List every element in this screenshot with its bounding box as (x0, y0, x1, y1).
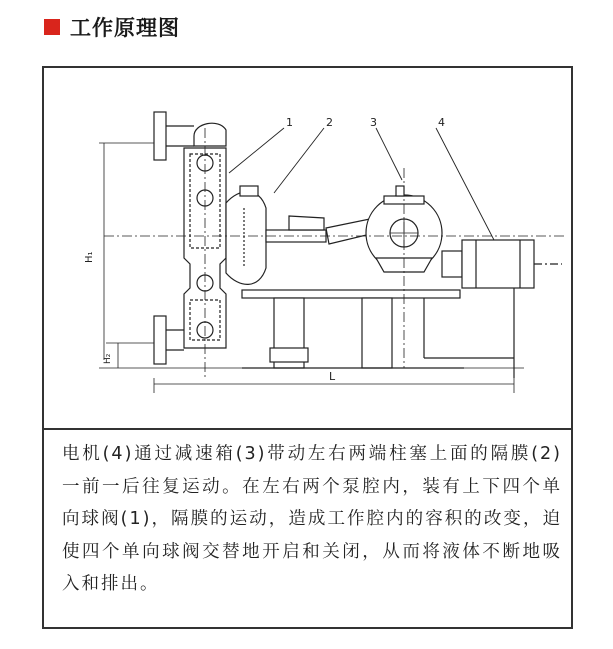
page-title: 工作原理图 (70, 16, 180, 40)
red-square-icon (44, 19, 60, 35)
dim-h2-label: H₂ (103, 353, 113, 364)
diagram-frame (42, 66, 573, 629)
callout-4: 4 (438, 116, 445, 129)
dim-h1-label: H₁ (84, 251, 95, 263)
motor (462, 240, 534, 288)
base-top (242, 290, 460, 298)
top-flange (154, 112, 166, 160)
dim-l-label: L (329, 370, 336, 383)
section-header (44, 12, 180, 42)
bottom-flange (154, 316, 166, 364)
description-text: 电机(4)通过减速箱(3)带动左右两端柱塞上面的隔膜(2)一前一后往复运动。在左右两个泵腔内，装有上下四个单向球阀(1)，隔膜的运动，造成工作腔内的容积的改变，迫使四个单向球阀交替地开启和关闭，从而将液体不断地吸入和排出。 (62, 444, 562, 594)
callout-3: 3 (370, 116, 377, 129)
pump-schematic (44, 68, 571, 428)
pump-drawing (44, 68, 571, 430)
diaphragm-chamber (226, 192, 266, 285)
callout-1: 1 (286, 116, 293, 129)
callout-2: 2 (326, 116, 333, 129)
